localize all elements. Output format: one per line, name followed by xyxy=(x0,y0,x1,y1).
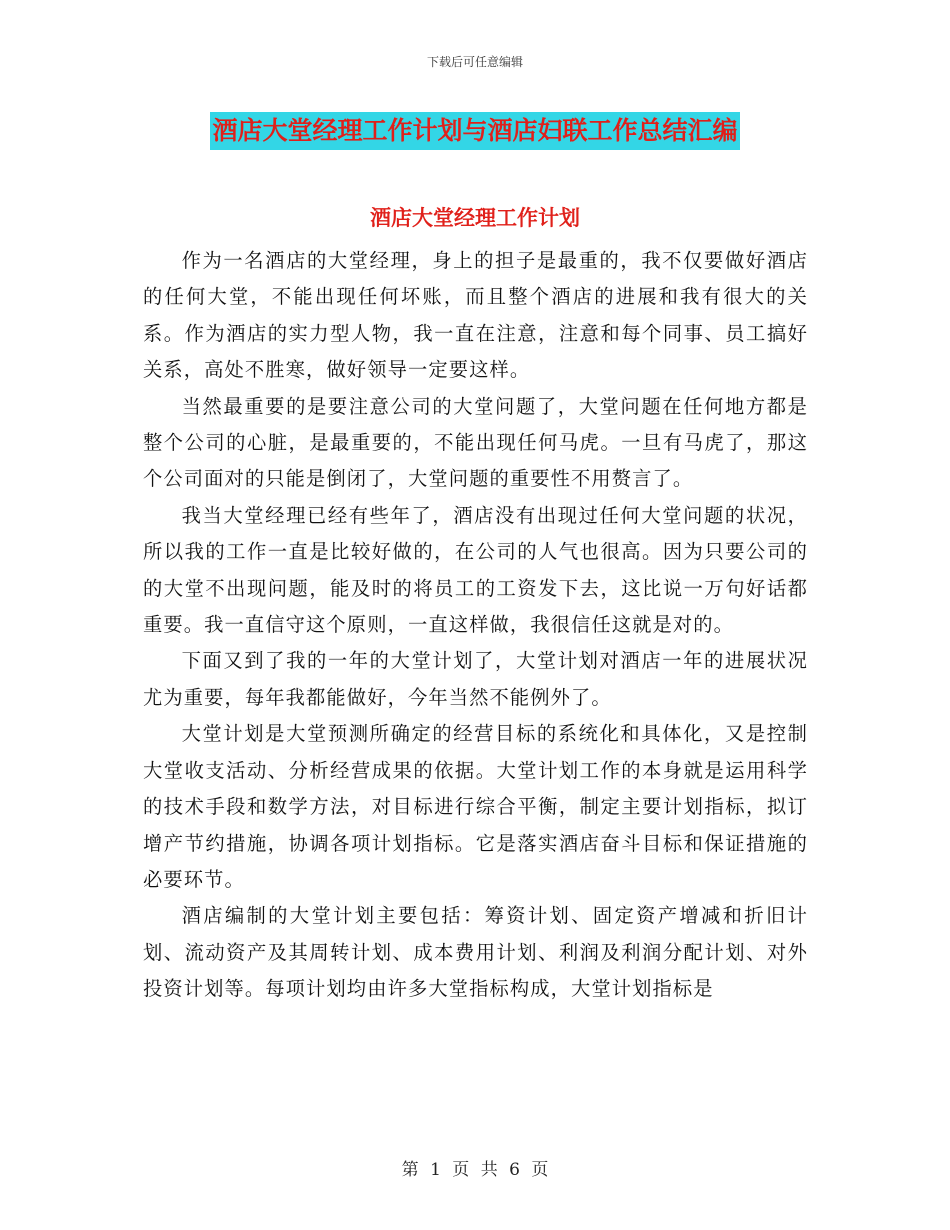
body-text xyxy=(143,243,808,1008)
paragraph: 我当大堂经理已经有些年了，酒店没有出现过任何大堂问题的状况，所以我的工作一直是比较好做的，在公司的人气也很高。因为只要公司的的大堂不出现问题，能及时的将员工的工资发下去，这比说一万句好话都重要。我一直信守这个原则，一直这样做，我很信任这就是对的。 xyxy=(143,503,808,637)
page-header: 下载后可任意编辑 xyxy=(426,55,523,69)
paragraph: 下面又到了我的一年的大堂计划了，大堂计划对酒店一年的进展状况尤为重要，每年我都能做好，今年当然不能例外了。 xyxy=(143,649,808,709)
paragraph: 大堂计划是大堂预测所确定的经营目标的系统化和具体化，又是控制大堂收支活动、分析经营成果的依据。大堂计划工作的本身就是运用科学的技术手段和数学方法，对目标进行综合平衡，制定主要计划指标，拟订增产节约措施，协调各项计划指标。它是落实酒店奋斗目标和保证措施的必要环节。 xyxy=(143,722,808,891)
main-title-container xyxy=(0,112,950,150)
main-title: 酒店大堂经理工作计划与酒店妇联工作总结汇编 xyxy=(210,112,739,150)
paragraph: 酒店编制的大堂计划主要包括：筹资计划、固定资产增减和折旧计划、流动资产及其周转计划、成本费用计划、利润及利润分配计划、对外投资计划等。每项计划均由许多大堂指标构成，大堂计划指标是 xyxy=(143,904,808,1001)
section-title: 酒店大堂经理工作计划 xyxy=(370,205,580,230)
page-footer: 第 1 页 共 6 页 xyxy=(401,1160,549,1180)
paragraph: 作为一名酒店的大堂经理，身上的担子是最重的，我不仅要做好酒店的任何大堂，不能出现任何坏账，而且整个酒店的进展和我有很大的关系。作为酒店的实力型人物，我一直在注意，注意和每个同事、员工搞好关系，高处不胜寒，做好领导一定要这样。 xyxy=(143,249,808,382)
paragraph: 当然最重要的是要注意公司的大堂问题了，大堂问题在任何地方都是整个公司的心脏，是最重要的，不能出现任何马虎。一旦有马虎了，那这个公司面对的只能是倒闭了，大堂问题的重要性不用赘言了。 xyxy=(143,394,808,491)
